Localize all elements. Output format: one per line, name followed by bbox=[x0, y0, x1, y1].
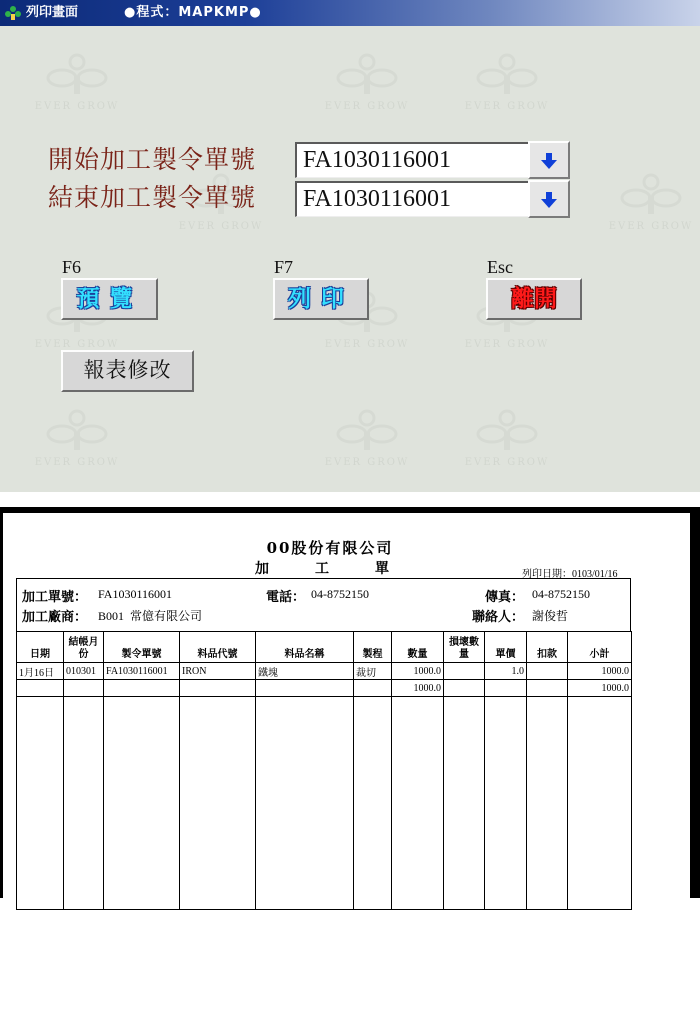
end-order-dropdown-button[interactable] bbox=[528, 180, 570, 218]
table-header-row bbox=[17, 632, 632, 663]
column-header: 損壞數量 bbox=[444, 632, 485, 663]
column-header: 製令單號 bbox=[104, 632, 180, 663]
start-order-label: 開始加工製令單號 bbox=[48, 145, 257, 174]
contact-value: 謝俊哲 bbox=[532, 609, 569, 623]
table-cell: 1000.0 bbox=[392, 663, 444, 680]
fax-value: 04-8752150 bbox=[532, 587, 590, 601]
end-order-label: 結束加工製令單號 bbox=[48, 183, 257, 212]
table-cell bbox=[527, 663, 568, 680]
column-header: 結帳月份 bbox=[64, 632, 104, 663]
watermark-logo: EVER GROW bbox=[452, 408, 562, 468]
table-cell bbox=[527, 680, 568, 697]
table-cell: 鐵塊 bbox=[256, 663, 354, 680]
table-cell bbox=[354, 680, 392, 697]
vendor-label: 加工廠商： bbox=[22, 610, 88, 625]
column-header: 日期 bbox=[17, 632, 64, 663]
report-page-shadow bbox=[690, 513, 700, 898]
title-bar bbox=[0, 0, 700, 26]
contact-label: 聯絡人： bbox=[472, 610, 525, 625]
vendor-value: B001 常億有限公司 bbox=[98, 609, 203, 623]
watermark-logo: EVER GROW bbox=[312, 408, 422, 468]
watermark-logo: EVER GROW bbox=[166, 172, 276, 232]
app-icon bbox=[4, 5, 22, 21]
start-order-dropdown-button[interactable] bbox=[528, 141, 570, 179]
table-cell bbox=[104, 680, 180, 697]
report-detail-table bbox=[16, 631, 632, 910]
watermark-logo: EVER GROW bbox=[22, 408, 132, 468]
report-title: 加 工 單 bbox=[255, 561, 405, 577]
print-date-value: 0103/01/16 bbox=[572, 569, 618, 580]
order-no-value: FA1030116001 bbox=[98, 587, 173, 601]
column-header: 製程 bbox=[354, 632, 392, 663]
print-dialog-window bbox=[0, 0, 700, 492]
table-cell bbox=[444, 663, 485, 680]
window-title: 列印畫面 bbox=[26, 5, 79, 20]
print-shortcut: F7 bbox=[274, 257, 294, 277]
table-cell bbox=[256, 680, 354, 697]
column-header: 料品代號 bbox=[180, 632, 256, 663]
column-header: 單價 bbox=[485, 632, 527, 663]
table-cell: IRON bbox=[180, 663, 256, 680]
order-no-label: 加工單號： bbox=[22, 590, 88, 605]
table-cell: 裁切 bbox=[354, 663, 392, 680]
table-cell bbox=[444, 680, 485, 697]
table-total-row bbox=[17, 680, 632, 697]
column-header: 小計 bbox=[568, 632, 632, 663]
table-cell: 1月16日 bbox=[17, 663, 64, 680]
watermark-logo: EVER GROW bbox=[22, 52, 132, 112]
preview-button[interactable]: 預覽 bbox=[61, 278, 158, 320]
preview-shortcut: F6 bbox=[62, 257, 82, 277]
table-cell: FA1030116001 bbox=[104, 663, 180, 680]
phone-value: 04-8752150 bbox=[311, 587, 369, 601]
exit-shortcut: Esc bbox=[487, 257, 513, 277]
start-order-input[interactable]: FA1030116001 bbox=[295, 142, 529, 178]
watermark-logo: EVER GROW bbox=[596, 172, 700, 232]
table-cell: 010301 bbox=[64, 663, 104, 680]
watermark-logo: EVER GROW bbox=[22, 290, 132, 350]
program-code: ●程式：MAPKMP● bbox=[124, 5, 262, 20]
print-button[interactable]: 列印 bbox=[273, 278, 369, 320]
table-cell bbox=[485, 680, 527, 697]
watermark-logo: EVER GROW bbox=[452, 52, 562, 112]
watermark-logo: EVER GROW bbox=[312, 290, 422, 350]
table-cell: 1.0 bbox=[485, 663, 527, 680]
phone-label: 電話： bbox=[266, 590, 306, 605]
column-header: 數量 bbox=[392, 632, 444, 663]
exit-button[interactable]: 離開 bbox=[486, 278, 582, 320]
table-cell: 1000.0 bbox=[568, 663, 632, 680]
end-order-input[interactable]: FA1030116001 bbox=[295, 181, 529, 217]
edit-report-button[interactable]: 報表修改 bbox=[61, 350, 194, 392]
watermark-logo: EVER GROW bbox=[452, 290, 562, 350]
table-cell bbox=[17, 680, 64, 697]
arrow-down-icon bbox=[539, 190, 559, 210]
table-empty-area bbox=[17, 697, 632, 910]
column-header: 扣款 bbox=[527, 632, 568, 663]
table-cell bbox=[64, 680, 104, 697]
print-date-label: 列印日期： bbox=[522, 569, 572, 580]
table-cell bbox=[180, 680, 256, 697]
report-company-name: 00股份有限公司 bbox=[266, 539, 394, 557]
watermark-logo: EVER GROW bbox=[312, 52, 422, 112]
table-cell: 1000.0 bbox=[568, 680, 632, 697]
column-header: 料品名稱 bbox=[256, 632, 354, 663]
arrow-down-icon bbox=[539, 151, 559, 171]
table-row bbox=[17, 663, 632, 680]
fax-label: 傳真： bbox=[485, 590, 525, 605]
table-cell: 1000.0 bbox=[392, 680, 444, 697]
